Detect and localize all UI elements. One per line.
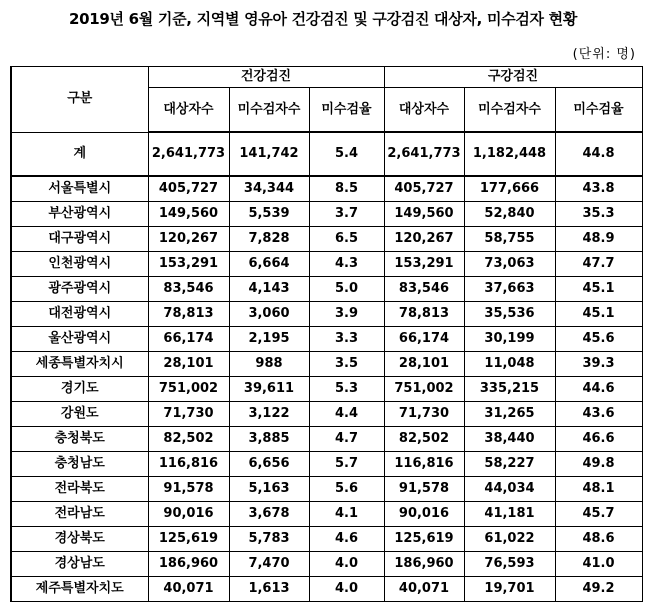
cell-oral-non: 31,265 xyxy=(464,402,555,427)
cell-oral-non: 61,022 xyxy=(464,527,555,552)
cell-region: 인천광역시 xyxy=(11,252,148,277)
header-category: 구분 xyxy=(11,67,148,133)
cell-health-rate: 5.6 xyxy=(309,477,384,502)
cell-health-targets: 71,730 xyxy=(148,402,229,427)
header-health-group: 건강검진 xyxy=(148,67,384,88)
cell-health-targets: 91,578 xyxy=(148,477,229,502)
cell-health-targets: 149,560 xyxy=(148,202,229,227)
cell-health-rate: 4.0 xyxy=(309,577,384,602)
cell-health-rate: 3.3 xyxy=(309,327,384,352)
cell-health-rate: 4.0 xyxy=(309,552,384,577)
table-row xyxy=(11,477,642,502)
cell-oral-targets: 125,619 xyxy=(384,527,464,552)
cell-oral-targets: 90,016 xyxy=(384,502,464,527)
cell-oral-targets: 91,578 xyxy=(384,477,464,502)
total-oral-rate: 44.8 xyxy=(555,132,642,176)
cell-health-rate: 3.7 xyxy=(309,202,384,227)
cell-oral-rate: 41.0 xyxy=(555,552,642,577)
cell-oral-non: 44,034 xyxy=(464,477,555,502)
cell-oral-non: 11,048 xyxy=(464,352,555,377)
cell-oral-targets: 83,546 xyxy=(384,277,464,302)
cell-oral-targets: 40,071 xyxy=(384,577,464,602)
cell-oral-non: 38,440 xyxy=(464,427,555,452)
cell-health-non: 7,828 xyxy=(229,227,309,252)
cell-region: 경상남도 xyxy=(11,552,148,577)
cell-oral-targets: 405,727 xyxy=(384,176,464,202)
table-row xyxy=(11,577,642,602)
cell-health-rate: 5.3 xyxy=(309,377,384,402)
cell-oral-targets: 82,502 xyxy=(384,427,464,452)
cell-health-rate: 4.6 xyxy=(309,527,384,552)
cell-oral-targets: 71,730 xyxy=(384,402,464,427)
cell-health-targets: 83,546 xyxy=(148,277,229,302)
cell-oral-targets: 116,816 xyxy=(384,452,464,477)
cell-health-rate: 5.7 xyxy=(309,452,384,477)
cell-health-non: 34,344 xyxy=(229,176,309,202)
cell-health-targets: 120,267 xyxy=(148,227,229,252)
cell-health-targets: 82,502 xyxy=(148,427,229,452)
total-health-rate: 5.4 xyxy=(309,132,384,176)
cell-region: 강원도 xyxy=(11,402,148,427)
cell-region: 전라북도 xyxy=(11,477,148,502)
table-row xyxy=(11,302,642,327)
table-row xyxy=(11,552,642,577)
cell-health-targets: 90,016 xyxy=(148,502,229,527)
cell-oral-rate: 35.3 xyxy=(555,202,642,227)
cell-oral-non: 37,663 xyxy=(464,277,555,302)
total-health-targets: 2,641,773 xyxy=(148,132,229,176)
cell-oral-non: 76,593 xyxy=(464,552,555,577)
cell-oral-rate: 49.2 xyxy=(555,577,642,602)
cell-health-rate: 5.0 xyxy=(309,277,384,302)
cell-oral-non: 73,063 xyxy=(464,252,555,277)
cell-health-targets: 66,174 xyxy=(148,327,229,352)
cell-region: 서울특별시 xyxy=(11,176,148,202)
total-region: 계 xyxy=(11,132,148,176)
cell-oral-targets: 186,960 xyxy=(384,552,464,577)
cell-region: 전라남도 xyxy=(11,502,148,527)
cell-region: 충청남도 xyxy=(11,452,148,477)
cell-health-non: 3,885 xyxy=(229,427,309,452)
unit-label: (단위: 명) xyxy=(572,47,636,62)
cell-oral-rate: 48.6 xyxy=(555,527,642,552)
header-oral-rate: 미수검율 xyxy=(555,88,642,133)
cell-oral-non: 41,181 xyxy=(464,502,555,527)
cell-oral-non: 52,840 xyxy=(464,202,555,227)
table-row xyxy=(11,352,642,377)
cell-health-targets: 125,619 xyxy=(148,527,229,552)
total-oral-targets: 2,641,773 xyxy=(384,132,464,176)
cell-oral-rate: 45.6 xyxy=(555,327,642,352)
cell-health-non: 1,613 xyxy=(229,577,309,602)
cell-oral-non: 177,666 xyxy=(464,176,555,202)
cell-health-targets: 751,002 xyxy=(148,377,229,402)
table-row xyxy=(11,176,642,202)
cell-health-targets: 153,291 xyxy=(148,252,229,277)
cell-health-rate: 4.4 xyxy=(309,402,384,427)
cell-oral-targets: 78,813 xyxy=(384,302,464,327)
table-row xyxy=(11,277,642,302)
header-oral-targets: 대상자수 xyxy=(384,88,464,133)
table-row xyxy=(11,202,642,227)
cell-region: 충청북도 xyxy=(11,427,148,452)
cell-health-rate: 6.5 xyxy=(309,227,384,252)
cell-health-targets: 405,727 xyxy=(148,176,229,202)
table-row xyxy=(11,377,642,402)
cell-health-non: 988 xyxy=(229,352,309,377)
header-health-targets: 대상자수 xyxy=(148,88,229,133)
table-row xyxy=(11,327,642,352)
cell-health-non: 5,163 xyxy=(229,477,309,502)
cell-oral-rate: 45.7 xyxy=(555,502,642,527)
cell-health-non: 5,539 xyxy=(229,202,309,227)
cell-oral-rate: 45.1 xyxy=(555,277,642,302)
cell-health-targets: 116,816 xyxy=(148,452,229,477)
cell-health-targets: 28,101 xyxy=(148,352,229,377)
cell-health-non: 7,470 xyxy=(229,552,309,577)
cell-region: 대전광역시 xyxy=(11,302,148,327)
cell-health-rate: 8.5 xyxy=(309,176,384,202)
cell-oral-rate: 49.8 xyxy=(555,452,642,477)
cell-health-rate: 3.5 xyxy=(309,352,384,377)
cell-health-non: 5,783 xyxy=(229,527,309,552)
cell-oral-targets: 149,560 xyxy=(384,202,464,227)
cell-health-non: 3,122 xyxy=(229,402,309,427)
cell-health-non: 2,195 xyxy=(229,327,309,352)
exam-table xyxy=(10,66,643,602)
cell-oral-rate: 47.7 xyxy=(555,252,642,277)
cell-oral-targets: 28,101 xyxy=(384,352,464,377)
table-row xyxy=(11,452,642,477)
header-health-non-examinees: 미수검자수 xyxy=(229,88,309,133)
cell-oral-non: 335,215 xyxy=(464,377,555,402)
cell-oral-targets: 66,174 xyxy=(384,327,464,352)
cell-oral-non: 30,199 xyxy=(464,327,555,352)
table-row xyxy=(11,227,642,252)
cell-region: 울산광역시 xyxy=(11,327,148,352)
cell-oral-rate: 48.1 xyxy=(555,477,642,502)
table-row xyxy=(11,502,642,527)
cell-health-non: 3,678 xyxy=(229,502,309,527)
cell-health-targets: 40,071 xyxy=(148,577,229,602)
cell-region: 대구광역시 xyxy=(11,227,148,252)
header-health-rate: 미수검율 xyxy=(309,88,384,133)
cell-region: 세종특별자치시 xyxy=(11,352,148,377)
cell-oral-rate: 43.6 xyxy=(555,402,642,427)
cell-oral-targets: 153,291 xyxy=(384,252,464,277)
cell-health-non: 4,143 xyxy=(229,277,309,302)
cell-health-non: 39,611 xyxy=(229,377,309,402)
cell-health-targets: 186,960 xyxy=(148,552,229,577)
header-oral-group: 구강검진 xyxy=(384,67,642,88)
cell-oral-rate: 39.3 xyxy=(555,352,642,377)
table-row xyxy=(11,252,642,277)
cell-region: 광주광역시 xyxy=(11,277,148,302)
cell-region: 경상북도 xyxy=(11,527,148,552)
cell-region: 부산광역시 xyxy=(11,202,148,227)
cell-health-rate: 4.3 xyxy=(309,252,384,277)
total-row xyxy=(11,132,642,176)
cell-health-rate: 3.9 xyxy=(309,302,384,327)
cell-oral-non: 58,227 xyxy=(464,452,555,477)
cell-oral-non: 19,701 xyxy=(464,577,555,602)
cell-oral-targets: 120,267 xyxy=(384,227,464,252)
table-row xyxy=(11,427,642,452)
cell-health-non: 6,664 xyxy=(229,252,309,277)
cell-health-non: 6,656 xyxy=(229,452,309,477)
cell-oral-non: 58,755 xyxy=(464,227,555,252)
total-health-non: 141,742 xyxy=(229,132,309,176)
cell-oral-rate: 48.9 xyxy=(555,227,642,252)
table-row xyxy=(11,527,642,552)
cell-health-rate: 4.7 xyxy=(309,427,384,452)
cell-oral-rate: 43.8 xyxy=(555,176,642,202)
page-title: 2019년 6월 기준, 지역별 영유아 건강검진 및 구강검진 대상자, 미수검자 현황 xyxy=(68,10,578,28)
cell-oral-rate: 45.1 xyxy=(555,302,642,327)
cell-health-targets: 78,813 xyxy=(148,302,229,327)
header-oral-non-examinees: 미수검자수 xyxy=(464,88,555,133)
cell-oral-rate: 44.6 xyxy=(555,377,642,402)
cell-oral-rate: 46.6 xyxy=(555,427,642,452)
cell-health-rate: 4.1 xyxy=(309,502,384,527)
cell-region: 경기도 xyxy=(11,377,148,402)
cell-health-non: 3,060 xyxy=(229,302,309,327)
cell-oral-targets: 751,002 xyxy=(384,377,464,402)
cell-oral-non: 35,536 xyxy=(464,302,555,327)
total-oral-non: 1,182,448 xyxy=(464,132,555,176)
table-row xyxy=(11,402,642,427)
cell-region: 제주특별자치도 xyxy=(11,577,148,602)
